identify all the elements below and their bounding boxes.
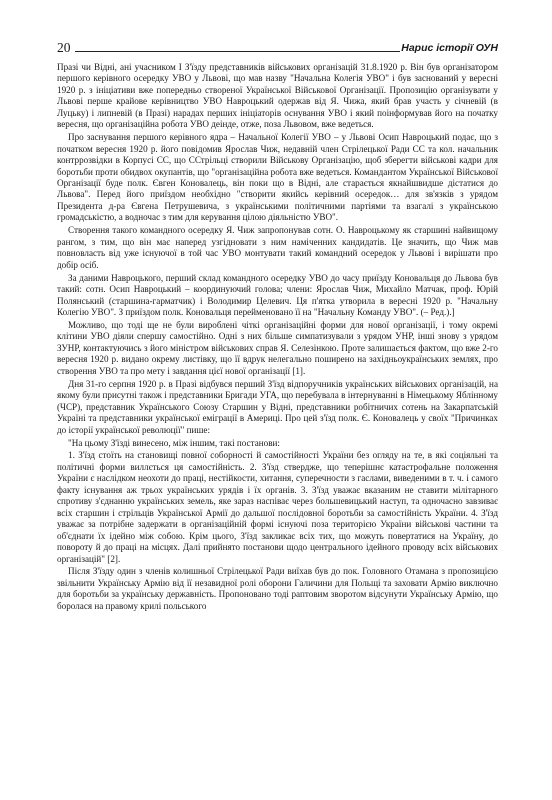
page-header [57,38,498,58]
running-title: Нарис історії ОУН [401,42,498,54]
header-rule [75,51,400,52]
paragraph: За даними Навроцького, перший склад командного осередку УВО до часу приїзду Коновальця до Львова був такий: сотн. Осип Навроцький – координуючий голова; члени: Ярослав Чиж, Михайло Матчак, проф. Юрій Полянський (старшина-гарматчик) і Володимир Целевич. Ця п'ятка утворила в вересні 1920 р. "Начальну Колегію УВО". З приїздом полк. Коновальця перейменовано її на "Начальну Команду УВО". (– Ред.).] [57,272,498,318]
paragraph: Про заснування першого керівного ядра – Начальної Колегії УВО – у Львові Осип Навроцький подає, що з початком вересня 1920 р. його повідомив Ярослав Чиж, недавній член Стрілецької Ради СС та кол. начальник контррозвідки в Корпусі СС, що ССтрільці створили Військову Організацію, щоб зберегти військові кадри для боротьби проти обидвох окупантів, що "організаційна робота вже ведеться. Командантом Української Військової Організації буде полк. Євген Коновалець, він поки що в Відні, але старається якнайшвидше дістатися до Львова". Перед його приїздом необхідно "створити якийсь керівний осередок… для зв'язків з урядом Президента д-ра Євгена Петрушевича, з українськими політичними партіями та взагалі з українською громадськістю, а водночас з тим для керування цілою діяльністю УВО". [57,132,498,223]
paragraph: Створення такого командного осередку Я. Чиж запропонував сотн. О. Навроцькому як старшині найвищому рангом, з тим, що він має наперед узгідновати з ним наміченних кандидатів. Це значить, що Чиж мав повновласть від уже існуючої в той час УВО монтувати такий командний осередок у Львові і вирішати про добір осіб. [57,225,498,270]
paragraph-continuation: Празі чи Відні, ані учасником І З'їзду представників військових організацій 31.8.1920 р. Він був організатором першого керівного осередку УВО у Львові, що мав назву "Начальна Колегія УВО" і був заснований у вересні 1920 р. з ініціативи вже попередньо створеної Української Військової Організації. Пропозицію організувати у Львові перше крайове керівництво УВО Навроцький одержав від Я. Чижа, який брав участь у січневій (в Луцьку) і липневій (в Празі) нарадах перших ініціаторів оснування УВО і який поінформував його на початку вересня, що організаційна робота УВО деінде, отже, поза Львовом, вже ведеться. [57,62,498,130]
quote-paragraph: 1. З'їзд стоїть на становищі повної соборності й самостійності України без огляду на те, в які соціяльні та політичні форми виллється ця самостійність. 2. З'їзд ствердже, що теперішнє катастрофальне положення України є наслідком неохоти до праці, нестійкости, хитання, суперечности з гаслами, виведеними в т. ч. і самого факту існування аж трьох українських урядів і їх органів. 3. З'їзд уважає вказаним не ставити мілітарного спротиву з'єднанню українських земель, яке зараз наспіває через большевицький наступ, та одночасно завзиває всіх старшин і стрільців Української Армії до дальшої послідовної боротьби за самостійність України. 4. З'їзд уважає за потрібне задержати в організаційній формі існуючі поза територією України військові частини та об'єднати їх ідейно між собою. Крім цього, З'їзд закликає всіх тих, що можуть повертатися на Україну, до повороту й до праці на місцях. Далі прийнято постанови щодо центрального ідейного проводу всіх військових організацій" [2]. [57,450,498,564]
paragraph: Можливо, що тоді ще не були вироблені чіткі організаційні форми для нової організації, і тому окремі клітини УВО діяли спершу самостійно. Одні з них більше симпатизували з урядом УНР, інші знову з урядом ЗУНР, контактуючись з його міністром військових справ Я. Селезінкою. Проте залишається фактом, що вже 2-го вересня 1920 р. видано окрему листівку, що її вдрук нелегально поширено на західньоукраїнських землях, про створення УВО та про мету і завдання цієї нової організації [1]. [57,319,498,376]
paragraph: Дня 31-го серпня 1920 р. в Празі відбувся перший З'їзд відпоручників українських військових організацій, на якому були присутні також і представники Бригади УГА, що перебувала в інтернуванні в Німецькому Яблінному (ЧСР), представник Українського Союзу Старшин у Відні, представники робітничих сотень на Закарпатській Україні та представники української еміграції в Америці. Про цей з'їзд полк. Є. Коновалець у своїх "Причинках до історії української революції" пише: [57,378,498,435]
body-text [57,62,498,612]
page-number: 20 [57,40,71,55]
quote-intro: "На цьому З'їзді винесено, між іншим, такі постанови: [68,437,280,448]
paragraph: Після З'їзду один з членів колишньої Стрілецької Ради виїхав був до пок. Головного Отамана з пропозицією звільнити Українську Армію від її незавидної ролі оборони Галичини для Польщі та заховати Армію виключно для боротьби за українську державність. Пропоновано тоді раптовим зворотом відсунути Українську Армію, що боролася на правому крилі польського [57,566,498,611]
